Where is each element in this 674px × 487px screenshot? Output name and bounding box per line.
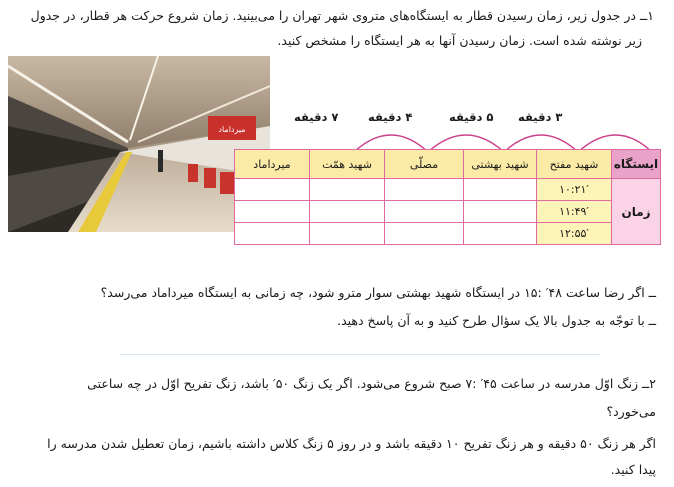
answer-cell[interactable]: [385, 223, 464, 245]
table-row: [235, 201, 661, 223]
interval-label-2: ۵ دقیقه: [449, 110, 494, 124]
start-time-cell: ۱۰:۲۱′: [537, 179, 612, 201]
start-time-cell: ۱۱:۴۹′: [537, 201, 612, 223]
question-1-subquestion-2: ــ با توجّه به جدول بالا یک سؤال طرح کنید و به آن پاسخ دهید.: [337, 313, 656, 328]
table-corner-header: ایستگاه: [612, 150, 661, 179]
station-sign-text: میرداماد: [218, 125, 246, 134]
section-divider: [120, 354, 600, 355]
table-row: [235, 179, 661, 201]
answer-cell[interactable]: [464, 223, 537, 245]
metro-station-photo: [8, 56, 270, 232]
question-2-line-4: پیدا کنید.: [610, 462, 656, 477]
answer-cell[interactable]: [235, 201, 310, 223]
answer-cell[interactable]: [310, 223, 385, 245]
question-2-line-1: ۲ــ زنگ اوّل مدرسه در ساعت ۴۵′ :۷ صبح شروع می‌شود. اگر یک زنگ ۵۰′ باشد، زنگ تفریح اوّل در چه ساعتی: [87, 376, 656, 391]
station-header: شهید مفتح: [537, 150, 612, 179]
interval-label-4: ۷ دقیقه: [294, 110, 339, 124]
interval-label-3: ۴ دقیقه: [368, 110, 413, 124]
answer-cell[interactable]: [464, 201, 537, 223]
station-header: شهید همّت: [310, 150, 385, 179]
answer-cell[interactable]: [310, 179, 385, 201]
station-header: شهید بهشتی: [464, 150, 537, 179]
interval-label-1: ۳ دقیقه: [518, 110, 563, 124]
question-2-line-2: می‌خورد؟: [606, 404, 656, 419]
question-2-line-3: اگر هر زنگ ۵۰ دقیقه و هر زنگ تفریح ۱۰ دقیقه باشد و در روز ۵ زنگ کلاس داشته باشیم، زمان تعطیل شدن مدرسه را: [47, 436, 656, 451]
answer-cell[interactable]: [464, 179, 537, 201]
question-1-line-1: ۱ــ در جدول زیر، زمان رسیدن قطار به ایستگاه‌های متروی شهر تهران را می‌بینید. زمان شروع حرکت هر قطار، در جدول: [30, 8, 654, 23]
start-time-cell: ۱۲:۵۵′: [537, 223, 612, 245]
arrival-time-table: [234, 149, 661, 245]
question-1-subquestion-1: ــ اگر رضا ساعت ۴۸′ :۱۵ در ایستگاه شهید بهشتی سوار مترو شود، چه زمانی به ایستگاه میرداماد می‌رسد؟: [100, 285, 656, 300]
table-row: [235, 223, 661, 245]
table-header-row: [235, 150, 661, 179]
answer-cell[interactable]: [385, 179, 464, 201]
answer-cell[interactable]: [385, 201, 464, 223]
question-1-line-2: زیر نوشته شده است. زمان رسیدن آنها به هر ایستگاه را مشخص کنید.: [277, 33, 642, 48]
answer-cell[interactable]: [235, 223, 310, 245]
station-header: مصلّی: [385, 150, 464, 179]
answer-cell[interactable]: [310, 201, 385, 223]
answer-cell[interactable]: [235, 179, 310, 201]
time-row-label: زمان: [612, 179, 661, 245]
station-header: میرداماد: [235, 150, 310, 179]
